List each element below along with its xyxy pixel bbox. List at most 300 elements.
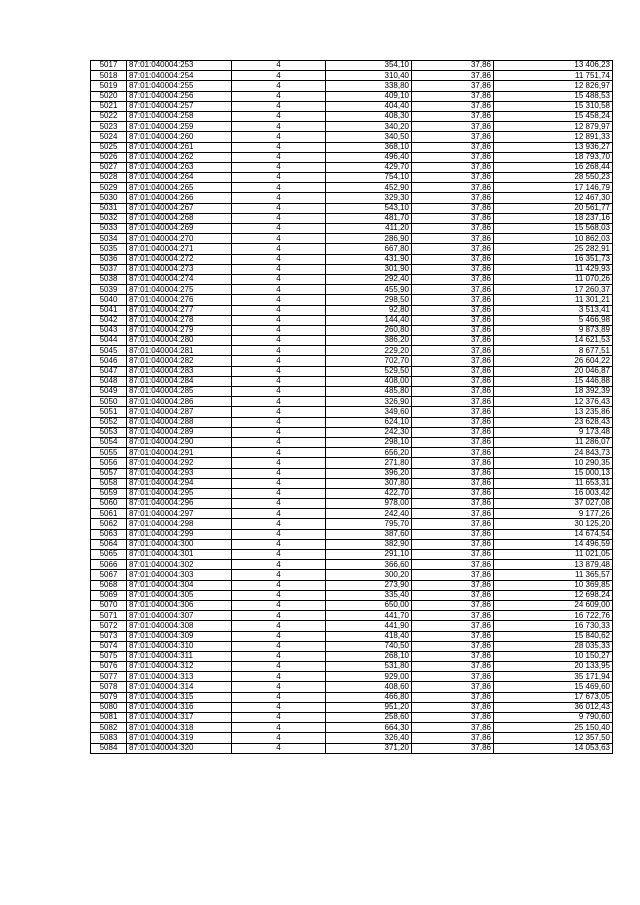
table-row: [91, 427, 613, 437]
row-number-cell: 5082: [91, 723, 127, 733]
rate-cell: 37,86: [412, 132, 494, 142]
rate-cell: 37,86: [412, 387, 494, 397]
area-cell: 144,40: [326, 315, 412, 325]
area-cell: 409,10: [326, 91, 412, 101]
cadastral-number-cell: 87:01:040004:296: [127, 499, 232, 509]
value-cell: 11 429,93: [494, 264, 613, 274]
category-cell: 4: [232, 631, 326, 641]
row-number-cell: 5046: [91, 356, 127, 366]
area-cell: 326,90: [326, 397, 412, 407]
area-cell: 368,10: [326, 142, 412, 152]
rate-cell: 37,86: [412, 295, 494, 305]
area-cell: 340,20: [326, 122, 412, 132]
rate-cell: 37,86: [412, 325, 494, 335]
category-cell: 4: [232, 173, 326, 183]
rate-cell: 37,86: [412, 682, 494, 692]
category-cell: 4: [232, 702, 326, 712]
category-cell: 4: [232, 264, 326, 274]
category-cell: 4: [232, 417, 326, 427]
value-cell: 37 027,08: [494, 499, 613, 509]
value-cell: 9 173,48: [494, 427, 613, 437]
rate-cell: 37,86: [412, 733, 494, 743]
value-cell: 5 466,98: [494, 315, 613, 325]
category-cell: 4: [232, 682, 326, 692]
table-row: [91, 111, 613, 121]
row-number-cell: 5031: [91, 203, 127, 213]
rate-cell: 37,86: [412, 519, 494, 529]
value-cell: 25 282,91: [494, 244, 613, 254]
category-cell: 4: [232, 203, 326, 213]
rate-cell: 37,86: [412, 621, 494, 631]
row-number-cell: 5069: [91, 590, 127, 600]
row-number-cell: 5060: [91, 499, 127, 509]
table-row: [91, 366, 613, 376]
area-cell: 349,60: [326, 407, 412, 417]
cadastral-number-cell: 87:01:040004:312: [127, 662, 232, 672]
row-number-cell: 5040: [91, 295, 127, 305]
cadastral-number-cell: 87:01:040004:310: [127, 641, 232, 651]
row-number-cell: 5020: [91, 91, 127, 101]
area-cell: 650,00: [326, 600, 412, 610]
table-row: [91, 600, 613, 610]
area-cell: 795,70: [326, 519, 412, 529]
cadastral-number-cell: 87:01:040004:280: [127, 336, 232, 346]
category-cell: 4: [232, 743, 326, 753]
row-number-cell: 5018: [91, 71, 127, 81]
value-cell: 24 609,00: [494, 600, 613, 610]
area-cell: 300,20: [326, 570, 412, 580]
row-number-cell: 5063: [91, 529, 127, 539]
row-number-cell: 5042: [91, 315, 127, 325]
area-cell: 292,40: [326, 274, 412, 284]
cadastral-number-cell: 87:01:040004:256: [127, 91, 232, 101]
table-row: [91, 611, 613, 621]
value-cell: 15 446,88: [494, 376, 613, 386]
rate-cell: 37,86: [412, 224, 494, 234]
cadastral-number-cell: 87:01:040004:293: [127, 468, 232, 478]
row-number-cell: 5025: [91, 142, 127, 152]
category-cell: 4: [232, 539, 326, 549]
value-cell: 26 604,22: [494, 356, 613, 366]
cadastral-number-cell: 87:01:040004:300: [127, 539, 232, 549]
table-row: [91, 356, 613, 366]
category-cell: 4: [232, 81, 326, 91]
category-cell: 4: [232, 285, 326, 295]
data-table: [90, 60, 613, 754]
area-cell: 273,90: [326, 580, 412, 590]
value-cell: 20 133,95: [494, 662, 613, 672]
category-cell: 4: [232, 468, 326, 478]
area-cell: 268,10: [326, 651, 412, 661]
rate-cell: 37,86: [412, 366, 494, 376]
row-number-cell: 5053: [91, 427, 127, 437]
cadastral-number-cell: 87:01:040004:295: [127, 488, 232, 498]
area-cell: 92,80: [326, 305, 412, 315]
table-row: [91, 641, 613, 651]
area-cell: 354,10: [326, 61, 412, 71]
category-cell: 4: [232, 376, 326, 386]
category-cell: 4: [232, 723, 326, 733]
table-row: [91, 376, 613, 386]
rate-cell: 37,86: [412, 213, 494, 223]
rate-cell: 37,86: [412, 315, 494, 325]
value-cell: 12 826,97: [494, 81, 613, 91]
rate-cell: 37,86: [412, 336, 494, 346]
value-cell: 10 150,27: [494, 651, 613, 661]
rate-cell: 37,86: [412, 397, 494, 407]
table-row: [91, 590, 613, 600]
cadastral-number-cell: 87:01:040004:308: [127, 621, 232, 631]
row-number-cell: 5041: [91, 305, 127, 315]
cadastral-number-cell: 87:01:040004:253: [127, 61, 232, 71]
category-cell: 4: [232, 193, 326, 203]
area-cell: 366,60: [326, 560, 412, 570]
area-cell: 531,80: [326, 662, 412, 672]
rate-cell: 37,86: [412, 101, 494, 111]
rate-cell: 37,86: [412, 234, 494, 244]
cadastral-number-cell: 87:01:040004:278: [127, 315, 232, 325]
row-number-cell: 5058: [91, 478, 127, 488]
value-cell: 12 891,33: [494, 132, 613, 142]
row-number-cell: 5038: [91, 274, 127, 284]
area-cell: 396,20: [326, 468, 412, 478]
row-number-cell: 5017: [91, 61, 127, 71]
rate-cell: 37,86: [412, 203, 494, 213]
area-cell: 667,80: [326, 244, 412, 254]
table-row: [91, 448, 613, 458]
value-cell: 12 698,24: [494, 590, 613, 600]
table-row: [91, 407, 613, 417]
table-row: [91, 142, 613, 152]
area-cell: 329,30: [326, 193, 412, 203]
table-row: [91, 213, 613, 223]
category-cell: 4: [232, 488, 326, 498]
area-cell: 422,70: [326, 488, 412, 498]
row-number-cell: 5019: [91, 81, 127, 91]
table-row: [91, 325, 613, 335]
value-cell: 15 840,62: [494, 631, 613, 641]
rate-cell: 37,86: [412, 437, 494, 447]
area-cell: 298,10: [326, 437, 412, 447]
table-row: [91, 162, 613, 172]
row-number-cell: 5079: [91, 692, 127, 702]
value-cell: 11 286,07: [494, 437, 613, 447]
area-cell: 754,10: [326, 173, 412, 183]
value-cell: 24 843,73: [494, 448, 613, 458]
cadastral-number-cell: 87:01:040004:273: [127, 264, 232, 274]
rate-cell: 37,86: [412, 61, 494, 71]
rate-cell: 37,86: [412, 590, 494, 600]
category-cell: 4: [232, 672, 326, 682]
area-cell: 340,50: [326, 132, 412, 142]
value-cell: 13 936,27: [494, 142, 613, 152]
row-number-cell: 5054: [91, 437, 127, 447]
cadastral-number-cell: 87:01:040004:288: [127, 417, 232, 427]
row-number-cell: 5021: [91, 101, 127, 111]
rate-cell: 37,86: [412, 305, 494, 315]
row-number-cell: 5037: [91, 264, 127, 274]
table-row: [91, 631, 613, 641]
area-cell: 418,40: [326, 631, 412, 641]
rate-cell: 37,86: [412, 641, 494, 651]
area-cell: 408,30: [326, 111, 412, 121]
value-cell: 20 561,77: [494, 203, 613, 213]
table-row: [91, 122, 613, 132]
area-cell: 242,30: [326, 427, 412, 437]
rate-cell: 37,86: [412, 244, 494, 254]
category-cell: 4: [232, 600, 326, 610]
area-cell: 386,20: [326, 336, 412, 346]
cadastral-number-cell: 87:01:040004:272: [127, 254, 232, 264]
area-cell: 260,80: [326, 325, 412, 335]
table-row: [91, 315, 613, 325]
rate-cell: 37,86: [412, 539, 494, 549]
table-row: [91, 173, 613, 183]
area-cell: 624,10: [326, 417, 412, 427]
row-number-cell: 5062: [91, 519, 127, 529]
category-cell: 4: [232, 529, 326, 539]
value-cell: 14 053,63: [494, 743, 613, 753]
rate-cell: 37,86: [412, 631, 494, 641]
row-number-cell: 5072: [91, 621, 127, 631]
cadastral-number-cell: 87:01:040004:257: [127, 101, 232, 111]
area-cell: 740,50: [326, 641, 412, 651]
rate-cell: 37,86: [412, 488, 494, 498]
row-number-cell: 5061: [91, 509, 127, 519]
category-cell: 4: [232, 346, 326, 356]
row-number-cell: 5083: [91, 733, 127, 743]
cadastral-number-cell: 87:01:040004:262: [127, 152, 232, 162]
row-number-cell: 5078: [91, 682, 127, 692]
category-cell: 4: [232, 692, 326, 702]
value-cell: 10 290,35: [494, 458, 613, 468]
area-cell: 429,70: [326, 162, 412, 172]
value-cell: 30 125,20: [494, 519, 613, 529]
table-row: [91, 580, 613, 590]
category-cell: 4: [232, 499, 326, 509]
cadastral-number-cell: 87:01:040004:260: [127, 132, 232, 142]
rate-cell: 37,86: [412, 611, 494, 621]
cadastral-number-cell: 87:01:040004:281: [127, 346, 232, 356]
rate-cell: 37,86: [412, 162, 494, 172]
rate-cell: 37,86: [412, 264, 494, 274]
area-cell: 291,10: [326, 550, 412, 560]
value-cell: 13 235,86: [494, 407, 613, 417]
value-cell: 15 469,60: [494, 682, 613, 692]
rate-cell: 37,86: [412, 743, 494, 753]
category-cell: 4: [232, 387, 326, 397]
rate-cell: 37,86: [412, 458, 494, 468]
row-number-cell: 5051: [91, 407, 127, 417]
category-cell: 4: [232, 132, 326, 142]
value-cell: 9 177,26: [494, 509, 613, 519]
value-cell: 25 150,40: [494, 723, 613, 733]
rate-cell: 37,86: [412, 285, 494, 295]
cadastral-number-cell: 87:01:040004:317: [127, 713, 232, 723]
area-cell: 452,90: [326, 183, 412, 193]
row-number-cell: 5029: [91, 183, 127, 193]
category-cell: 4: [232, 621, 326, 631]
cadastral-number-cell: 87:01:040004:285: [127, 387, 232, 397]
row-number-cell: 5080: [91, 702, 127, 712]
table-row: [91, 274, 613, 284]
value-cell: 16 351,73: [494, 254, 613, 264]
area-cell: 929,00: [326, 672, 412, 682]
area-cell: 258,60: [326, 713, 412, 723]
category-cell: 4: [232, 61, 326, 71]
value-cell: 15 000,13: [494, 468, 613, 478]
cadastral-number-cell: 87:01:040004:258: [127, 111, 232, 121]
table-row: [91, 702, 613, 712]
table-row: [91, 305, 613, 315]
value-cell: 11 751,74: [494, 71, 613, 81]
row-number-cell: 5049: [91, 387, 127, 397]
table-row: [91, 91, 613, 101]
cadastral-number-cell: 87:01:040004:268: [127, 213, 232, 223]
row-number-cell: 5066: [91, 560, 127, 570]
cadastral-number-cell: 87:01:040004:291: [127, 448, 232, 458]
category-cell: 4: [232, 101, 326, 111]
row-number-cell: 5030: [91, 193, 127, 203]
rate-cell: 37,86: [412, 427, 494, 437]
table-row: [91, 692, 613, 702]
value-cell: 8 677,51: [494, 346, 613, 356]
category-cell: 4: [232, 183, 326, 193]
area-cell: 301,90: [326, 264, 412, 274]
value-cell: 13 879,48: [494, 560, 613, 570]
value-cell: 12 879,97: [494, 122, 613, 132]
row-number-cell: 5065: [91, 550, 127, 560]
row-number-cell: 5044: [91, 336, 127, 346]
row-number-cell: 5026: [91, 152, 127, 162]
rate-cell: 37,86: [412, 122, 494, 132]
rate-cell: 37,86: [412, 407, 494, 417]
category-cell: 4: [232, 336, 326, 346]
category-cell: 4: [232, 651, 326, 661]
row-number-cell: 5034: [91, 234, 127, 244]
row-number-cell: 5052: [91, 417, 127, 427]
table-row: [91, 519, 613, 529]
rate-cell: 37,86: [412, 468, 494, 478]
value-cell: 9 790,60: [494, 713, 613, 723]
cadastral-number-cell: 87:01:040004:289: [127, 427, 232, 437]
category-cell: 4: [232, 315, 326, 325]
rate-cell: 37,86: [412, 142, 494, 152]
cadastral-number-cell: 87:01:040004:270: [127, 234, 232, 244]
value-cell: 12 467,30: [494, 193, 613, 203]
rate-cell: 37,86: [412, 529, 494, 539]
table-row: [91, 61, 613, 71]
area-cell: 382,90: [326, 539, 412, 549]
cadastral-number-cell: 87:01:040004:313: [127, 672, 232, 682]
table-row: [91, 539, 613, 549]
rate-cell: 37,86: [412, 346, 494, 356]
area-cell: 481,70: [326, 213, 412, 223]
table-row: [91, 662, 613, 672]
value-cell: 14 674,54: [494, 529, 613, 539]
cadastral-number-cell: 87:01:040004:299: [127, 529, 232, 539]
area-cell: 441,70: [326, 611, 412, 621]
cadastral-number-cell: 87:01:040004:267: [127, 203, 232, 213]
rate-cell: 37,86: [412, 560, 494, 570]
row-number-cell: 5071: [91, 611, 127, 621]
category-cell: 4: [232, 560, 326, 570]
cadastral-number-cell: 87:01:040004:311: [127, 651, 232, 661]
rate-cell: 37,86: [412, 417, 494, 427]
value-cell: 15 458,24: [494, 111, 613, 121]
table-row: [91, 713, 613, 723]
rate-cell: 37,86: [412, 81, 494, 91]
row-number-cell: 5045: [91, 346, 127, 356]
cadastral-number-cell: 87:01:040004:276: [127, 295, 232, 305]
category-cell: 4: [232, 733, 326, 743]
area-cell: 466,80: [326, 692, 412, 702]
table-row: [91, 529, 613, 539]
area-cell: 229,20: [326, 346, 412, 356]
table-row: [91, 285, 613, 295]
area-cell: 338,80: [326, 81, 412, 91]
area-cell: 664,30: [326, 723, 412, 733]
table-row: [91, 71, 613, 81]
row-number-cell: 5057: [91, 468, 127, 478]
table-row: [91, 458, 613, 468]
table-row: [91, 417, 613, 427]
rate-cell: 37,86: [412, 173, 494, 183]
value-cell: 36 012,43: [494, 702, 613, 712]
value-cell: 18 392,39: [494, 387, 613, 397]
rate-cell: 37,86: [412, 672, 494, 682]
row-number-cell: 5055: [91, 448, 127, 458]
row-number-cell: 5032: [91, 213, 127, 223]
table-row: [91, 509, 613, 519]
category-cell: 4: [232, 448, 326, 458]
category-cell: 4: [232, 590, 326, 600]
category-cell: 4: [232, 662, 326, 672]
rate-cell: 37,86: [412, 356, 494, 366]
category-cell: 4: [232, 356, 326, 366]
value-cell: 17 146,79: [494, 183, 613, 193]
cadastral-number-cell: 87:01:040004:275: [127, 285, 232, 295]
category-cell: 4: [232, 91, 326, 101]
row-number-cell: 5036: [91, 254, 127, 264]
row-number-cell: 5059: [91, 488, 127, 498]
row-number-cell: 5068: [91, 580, 127, 590]
table-row: [91, 183, 613, 193]
row-number-cell: 5048: [91, 376, 127, 386]
area-cell: 702,70: [326, 356, 412, 366]
category-cell: 4: [232, 122, 326, 132]
row-number-cell: 5027: [91, 162, 127, 172]
row-number-cell: 5076: [91, 662, 127, 672]
table-row: [91, 132, 613, 142]
row-number-cell: 5075: [91, 651, 127, 661]
row-number-cell: 5070: [91, 600, 127, 610]
cadastral-number-cell: 87:01:040004:269: [127, 224, 232, 234]
cadastral-number-cell: 87:01:040004:309: [127, 631, 232, 641]
table-row: [91, 733, 613, 743]
cadastral-number-cell: 87:01:040004:271: [127, 244, 232, 254]
table-row: [91, 560, 613, 570]
cadastral-number-cell: 87:01:040004:305: [127, 590, 232, 600]
cadastral-number-cell: 87:01:040004:320: [127, 743, 232, 753]
table-row: [91, 336, 613, 346]
row-number-cell: 5064: [91, 539, 127, 549]
category-cell: 4: [232, 366, 326, 376]
cadastral-number-cell: 87:01:040004:318: [127, 723, 232, 733]
value-cell: 10 369,85: [494, 580, 613, 590]
cadastral-number-cell: 87:01:040004:279: [127, 325, 232, 335]
category-cell: 4: [232, 295, 326, 305]
